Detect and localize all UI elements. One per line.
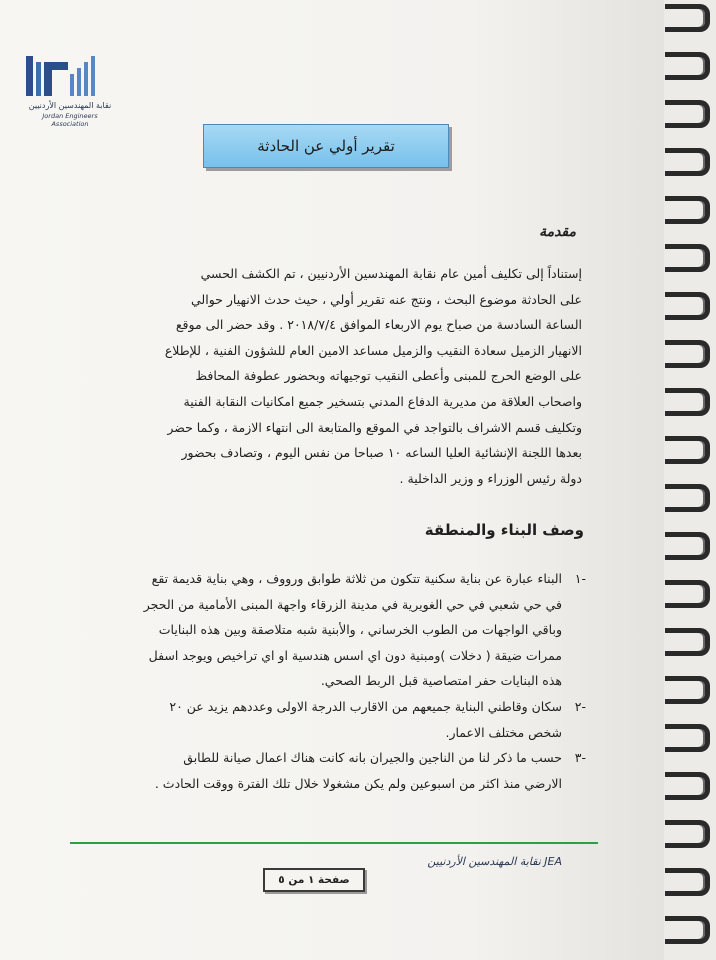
intro-line: على الوضع الحرج للمبنى وأعطى النقيب توجيهاته وبحضور عطوفة المحافظ bbox=[195, 368, 582, 384]
binding-coil bbox=[665, 628, 710, 656]
binding-coil bbox=[665, 244, 710, 272]
item-line: حسب ما ذكر لنا من الناجين والجيران بانه كانت هناك اعمال صيانة للطابق bbox=[183, 750, 562, 766]
intro-line: دولة رئيس الوزراء و وزير الداخلية . bbox=[399, 470, 582, 486]
intro-paragraph bbox=[62, 261, 582, 491]
binding-coil bbox=[665, 532, 710, 560]
intro-line: بعدها اللجنة الإنشائية العليا الساعه ١٠ صباحا من نفس اليوم ، وتصادف بحضور bbox=[181, 445, 582, 461]
intro-line: الساعة السادسة من صباح يوم الاربعاء الموافق ٢٠١٨/٧/٤ . وقد حضر الى موقع bbox=[175, 317, 582, 333]
intro-line: وتكليف قسم الاشراف بالتواجد في الموقع والمتابعة الى انتهاء الازمة ، وكما حضر bbox=[167, 419, 582, 435]
binding-coil bbox=[665, 436, 710, 464]
item-line: شخص مختلف الاعمار. bbox=[445, 724, 562, 740]
binding-coil bbox=[665, 484, 710, 512]
intro-line: على الحادثة موضوع البحث ، ونتج عنه تقرير أولي ، حيث حدث الانهيار حوالي bbox=[191, 291, 582, 307]
item-number: -٣ bbox=[574, 750, 586, 766]
description-list bbox=[66, 566, 586, 796]
binding-coil bbox=[665, 676, 710, 704]
intro-line: واصحاب العلاقة من مديرية الدفاع المدني بتسخير جميع امكانيات النقابة الفنية bbox=[183, 393, 582, 409]
list-item bbox=[66, 566, 586, 694]
item-line: سكان وقاطني البناية جميعهم من الاقارب الدرجة الاولى وعددهم يزيد عن ٢٠ bbox=[169, 698, 562, 714]
intro-heading: مقدمة bbox=[539, 224, 576, 240]
binding-coil bbox=[665, 148, 710, 176]
item-line: هذه البنايات حفر امتصاصية قبل الربط الصحي. bbox=[320, 673, 562, 689]
page-number: صفحة ١ من ٥ bbox=[263, 868, 365, 892]
binding-coil bbox=[665, 916, 710, 944]
footer-divider bbox=[70, 842, 598, 844]
spiral-binding bbox=[664, 0, 716, 960]
binding-coil bbox=[665, 388, 710, 416]
item-line: البناء عبارة عن بناية سكنية تتكون من ثلاثة طوابق ورووف ، وهي بناية قديمة تقع bbox=[151, 571, 562, 586]
binding-coil bbox=[665, 100, 710, 128]
binding-coil bbox=[665, 4, 710, 32]
jea-logo-icon bbox=[18, 52, 118, 102]
intro-line: الانهيار الزميل سعادة النقيب والزميل مساعد الامين العام للشؤون الفنية ، للإطلاع bbox=[164, 342, 582, 358]
binding-coil bbox=[665, 820, 710, 848]
binding-coil bbox=[665, 868, 710, 896]
logo-english-name: Jordan Engineers Association bbox=[42, 112, 98, 128]
binding-coil bbox=[665, 772, 710, 800]
binding-coil bbox=[665, 724, 710, 752]
jea-logo bbox=[18, 52, 118, 126]
list-item bbox=[66, 694, 586, 745]
binding-coil bbox=[665, 292, 710, 320]
list-item bbox=[66, 745, 586, 796]
binding-coil bbox=[665, 52, 710, 80]
item-line: الارضي منذ اكثر من اسبوعين ولم يكن مشغولا خلال تلك الفترة ووقت الحادث . bbox=[154, 775, 562, 791]
binding-coil bbox=[665, 580, 710, 608]
intro-line: إستناداً إلى تكليف أمين عام نقابة المهندسين الأردنيين ، تم الكشف الحسي bbox=[200, 266, 582, 281]
binding-coil bbox=[665, 196, 710, 224]
footer-organization: JEA نقابة المهندسين الأردنيين bbox=[427, 855, 562, 868]
logo-arabic-name: نقابة المهندسين الأردنيين bbox=[28, 101, 112, 110]
item-number: -٢ bbox=[574, 698, 586, 714]
section-heading: وصف البناء والمنطقة bbox=[424, 521, 584, 539]
report-title: تقرير أولي عن الحادثة bbox=[203, 124, 449, 168]
item-line: وباقي الواجهات من الطوب الخرساني ، والأبنية شبه متلاصقة وبين هذه البنايات bbox=[158, 622, 562, 638]
item-line: في حي شعبي في حي الغويرية في مدينة الزرقاء واجهة المبنى الأمامية من الحجر bbox=[143, 596, 562, 612]
item-line: ممرات ضيقة ( دخلات )ومبنية دون اي اسس هندسية او اي تراخيص ويوجد اسفل bbox=[148, 647, 562, 663]
binding-coil bbox=[665, 340, 710, 368]
item-number: -١ bbox=[574, 571, 586, 586]
